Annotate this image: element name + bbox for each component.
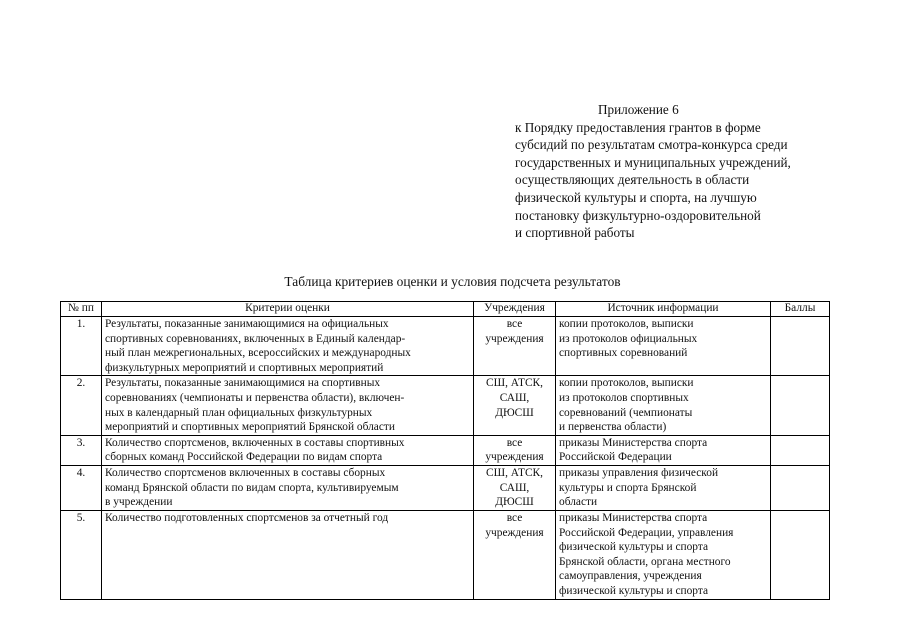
source-line: приказы Министерства спорта — [559, 511, 708, 524]
criteria-line: мероприятий и спортивных мероприятий Брянской области — [105, 421, 395, 434]
criteria-line: соревнованиях (чемпионаты и первенства области), включен- — [105, 391, 405, 404]
institutions-line: СШ, АТСК, — [485, 377, 543, 390]
table-row — [61, 435, 830, 465]
institutions-cell — [474, 465, 556, 510]
table-row — [61, 465, 830, 510]
header-num: № пп — [61, 302, 102, 317]
institutions-cell — [474, 510, 556, 599]
score-cell[interactable] — [771, 465, 830, 510]
criteria-cell — [102, 435, 474, 465]
source-line: Российской Федерации, управления — [559, 526, 734, 539]
source-cell — [556, 435, 771, 465]
criteria-line: физкультурных мероприятий и спортивных мероприятий — [105, 361, 384, 374]
institutions-line: ДЮСШ — [495, 406, 534, 419]
appendix-block — [515, 101, 855, 242]
table-row — [61, 317, 830, 376]
criteria-line: в учреждении — [105, 496, 173, 509]
source-line: соревнований (чемпионаты — [559, 406, 693, 419]
appendix-line: постановку физкультурно-оздоровительной — [515, 207, 761, 223]
criteria-line: Результаты, показанные занимающимися на спортивных — [105, 377, 381, 390]
institutions-line: все — [506, 318, 523, 330]
appendix-line: осуществляющих деятельность в области — [515, 172, 750, 188]
institutions-cell — [474, 317, 556, 376]
header-score: Баллы — [771, 302, 830, 317]
criteria-cell — [102, 317, 474, 376]
source-cell — [556, 376, 771, 435]
source-line: копии протоколов, выписки — [559, 377, 694, 390]
criteria-line: команд Брянской области по видам спорта, культивируемым — [105, 481, 399, 494]
criteria-line: сборных команд Российской Федерации по видам спорта — [105, 451, 383, 464]
institutions-line: все — [506, 436, 523, 449]
header-source: Источник информации — [556, 302, 771, 317]
appendix-line: и спортивной работы — [515, 225, 635, 241]
header-institutions: Учреждения — [474, 302, 556, 317]
institutions-line: учреждения — [485, 526, 544, 539]
row-number: 2. — [61, 376, 102, 435]
criteria-cell — [102, 510, 474, 599]
header-criteria: Критерии оценки — [102, 302, 474, 317]
score-cell[interactable] — [771, 317, 830, 376]
appendix-line: физической культуры и спорта, на лучшую — [515, 189, 757, 205]
source-cell — [556, 317, 771, 376]
appendix-title: Приложение 6 — [598, 102, 679, 117]
institutions-line: учреждения — [485, 451, 544, 464]
institutions-line: все — [506, 511, 523, 524]
institutions-line: САШ, — [499, 391, 530, 404]
source-line: физической культуры и спорта — [559, 584, 709, 597]
score-cell[interactable] — [771, 510, 830, 599]
institutions-line: СШ, АТСК, — [485, 466, 543, 479]
criteria-cell — [102, 376, 474, 435]
source-line: из протоколов спортивных — [559, 391, 689, 404]
source-line: Российской Федерации — [559, 451, 672, 464]
institutions-line: учреждения — [485, 332, 544, 345]
source-line: и первенства области) — [559, 421, 667, 434]
criteria-line: Количество спортсменов включенных в составы сборных — [105, 466, 386, 479]
criteria-cell — [102, 465, 474, 510]
institutions-cell — [474, 435, 556, 465]
table-title: Таблица критериев оценки и условия подсчета результатов — [284, 274, 621, 289]
source-line: копии протоколов, выписки — [559, 318, 694, 330]
appendix-line: к Порядку предоставления грантов в форме — [515, 119, 761, 135]
criteria-line: ных в календарный план официальных физкультурных — [105, 406, 373, 419]
score-cell[interactable] — [771, 376, 830, 435]
appendix-line: государственных и муниципальных учреждений, — [515, 154, 791, 170]
row-number: 5. — [61, 510, 102, 599]
table-header-row — [61, 302, 830, 317]
source-line: самоуправления, учреждения — [559, 570, 702, 583]
table-row — [61, 376, 830, 435]
source-line: из протоколов официальных — [559, 332, 698, 345]
source-line: спортивных соревнований — [559, 347, 688, 360]
appendix-line: субсидий по результатам смотра-конкурса среди — [515, 137, 788, 153]
row-number: 3. — [61, 435, 102, 465]
institutions-line: САШ, — [499, 481, 530, 494]
table-row — [61, 510, 830, 599]
institutions-line: ДЮСШ — [495, 496, 534, 509]
source-line: приказы Министерства спорта — [559, 436, 708, 449]
row-number: 4. — [61, 465, 102, 510]
source-cell — [556, 465, 771, 510]
score-cell[interactable] — [771, 435, 830, 465]
institutions-cell — [474, 376, 556, 435]
criteria-line: Результаты, показанные занимающимися на официальных — [105, 318, 389, 330]
criteria-line: ный план межрегиональных, всероссийских и международных — [105, 347, 411, 360]
source-cell — [556, 510, 771, 599]
source-line: приказы управления физической — [559, 466, 719, 479]
source-line: физической культуры и спорта — [559, 541, 709, 554]
criteria-table — [60, 301, 830, 600]
criteria-line: Количество подготовленных спортсменов за отчетный год — [105, 511, 389, 524]
source-line: культуры и спорта Брянской — [559, 481, 697, 494]
criteria-line: спортивных соревнованиях, включенных в Единый календар- — [105, 332, 406, 345]
source-line: Брянской области, органа местного — [559, 555, 731, 568]
row-number: 1. — [61, 317, 102, 376]
source-line: области — [559, 496, 598, 509]
criteria-line: Количество спортсменов, включенных в составы спортивных — [105, 436, 405, 449]
